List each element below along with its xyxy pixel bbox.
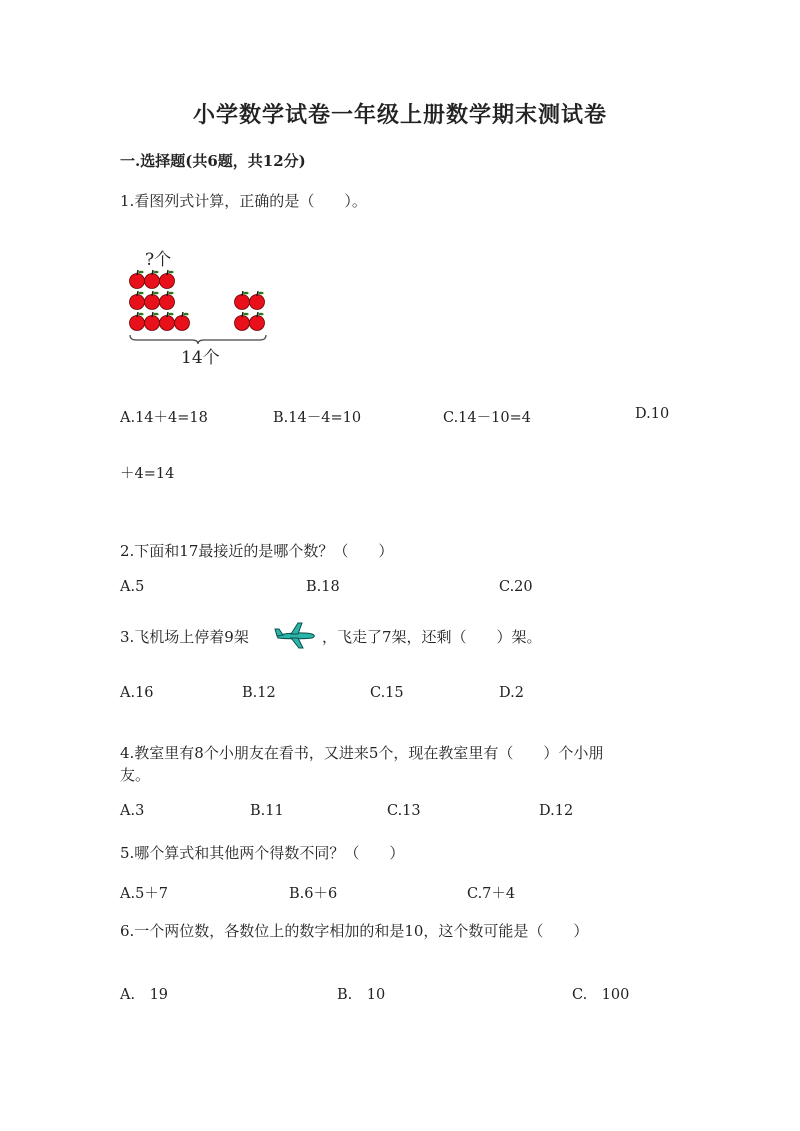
figure-total-label: 14个	[181, 348, 220, 368]
apple-icon	[250, 312, 265, 331]
apple-figure	[120, 265, 280, 345]
q6-option-a[interactable]: A. 19	[120, 987, 169, 1003]
apple-icon	[160, 312, 175, 331]
question-2-stem: 2.下面和17最接近的是哪个数？（ ）	[120, 542, 394, 560]
page-title: 小学数学试卷一年级上册数学期末测试卷	[192, 102, 607, 128]
question-3-stem-part-b: ，飞走了7架，还剩（ ）架。	[322, 628, 542, 646]
question-1-stem: 1.看图列式计算，正确的是（ ）。	[120, 192, 367, 210]
q1-option-d-continued: ＋4=14	[120, 466, 175, 482]
q1-option-d[interactable]: D.10	[635, 406, 670, 422]
apple-icon	[145, 291, 160, 310]
question-4-stem-line-1: 4.教室里有8个小朋友在看书，又进来5个，现在教室里有（ ）个小朋	[120, 744, 604, 762]
question-6-stem: 6.一个两位数，各数位上的数字相加的和是10，这个数可能是（ ）	[120, 922, 589, 940]
apple-icon	[130, 312, 145, 331]
q4-option-d[interactable]: D.12	[539, 803, 574, 819]
q2-option-a[interactable]: A.5	[120, 579, 145, 595]
apple-icon	[250, 291, 265, 310]
q1-option-a[interactable]: A.14＋4=18	[120, 410, 208, 426]
q4-option-c[interactable]: C.13	[387, 803, 421, 819]
q5-option-c[interactable]: C.7＋4	[467, 886, 516, 902]
q1-option-c[interactable]: C.14－10=4	[443, 410, 531, 426]
question-3-stem-part-a: 3.飞机场上停着9架	[120, 628, 249, 646]
q3-option-c[interactable]: C.15	[370, 685, 404, 701]
airplane-icon	[274, 620, 316, 650]
q4-option-b[interactable]: B.11	[250, 803, 284, 819]
q2-option-b[interactable]: B.18	[306, 579, 340, 595]
q6-option-c[interactable]: C. 100	[572, 987, 630, 1003]
q3-option-d[interactable]: D.2	[499, 685, 524, 701]
apple-icon	[145, 312, 160, 331]
q5-option-a[interactable]: A.5＋7	[120, 886, 169, 902]
apple-icon	[235, 312, 250, 331]
apple-icon	[130, 270, 145, 289]
q6-option-b[interactable]: B. 10	[337, 987, 386, 1003]
q3-option-b[interactable]: B.12	[242, 685, 276, 701]
question-5-stem: 5.哪个算式和其他两个得数不同？（ ）	[120, 844, 405, 862]
section-heading: 一.选择题(共6题，共12分)	[120, 152, 306, 170]
apple-icon	[175, 312, 190, 331]
figure-question-label: ?个	[145, 250, 172, 270]
q4-option-a[interactable]: A.3	[120, 803, 145, 819]
apple-icon	[145, 270, 160, 289]
q3-option-a[interactable]: A.16	[120, 685, 154, 701]
apple-icon	[235, 291, 250, 310]
q5-option-b[interactable]: B.6＋6	[289, 886, 338, 902]
question-4-stem-line-2: 友。	[120, 766, 151, 784]
q2-option-c[interactable]: C.20	[499, 579, 533, 595]
apple-icon	[130, 291, 145, 310]
q1-option-b[interactable]: B.14－4=10	[273, 410, 362, 426]
apple-icon	[160, 291, 175, 310]
apple-icon	[160, 270, 175, 289]
